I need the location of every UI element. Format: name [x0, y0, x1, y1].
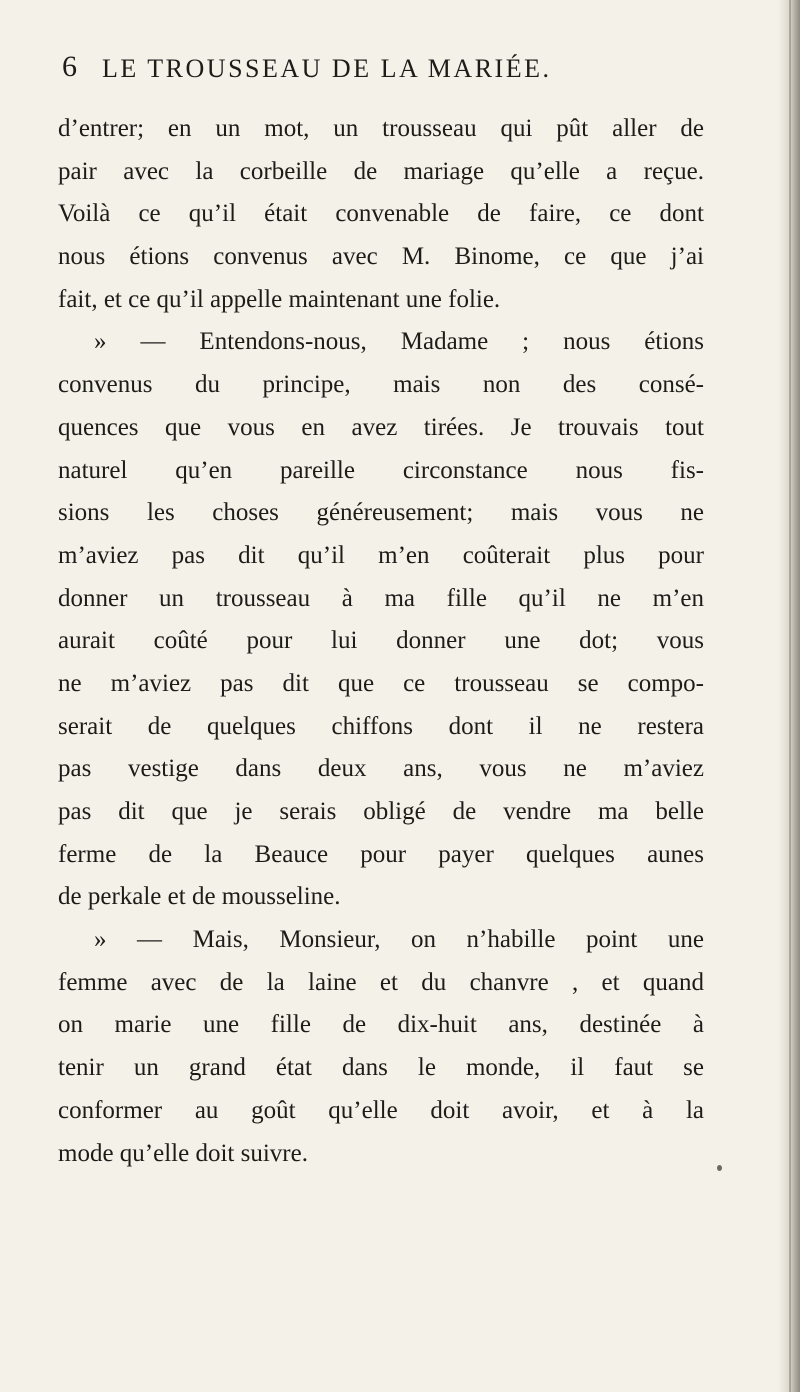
text-line: convenus du principe, mais non des consé-: [58, 371, 704, 399]
text-line: on marie une fille de dix-huit ans, destinée à: [58, 1011, 704, 1039]
page-number: 6: [62, 50, 77, 83]
page-edge-line: [789, 0, 791, 1392]
text-line: » — Mais, Monsieur, on n’habille point une: [94, 926, 704, 954]
text-line: d’entrer; en un mot, un trousseau qui pût aller de: [58, 115, 704, 142]
text-line: de perkale et de mousseline.: [58, 883, 341, 911]
ink-mark: [717, 1165, 722, 1171]
text-line: aurait coûté pour lui donner une dot; vous: [58, 627, 704, 655]
text-line: sions les choses généreusement; mais vous ne: [58, 499, 704, 527]
text-line: pair avec la corbeille de mariage qu’elle a reçue.: [58, 157, 704, 185]
text-line: naturel qu’en pareille circonstance nous fis-: [58, 456, 704, 484]
running-title: LE TROUSSEAU DE LA MARIÉE.: [102, 54, 552, 83]
text-line: nous étions convenus avec M. Binome, ce que j’ai: [58, 243, 704, 271]
text-line: ne m’aviez pas dit que ce trousseau se compo-: [58, 669, 704, 697]
text-line: tenir un grand état dans le monde, il faut se: [58, 1054, 704, 1082]
page-header: [62, 46, 702, 96]
text-line: Voilà ce qu’il était convenable de faire, ce dont: [58, 200, 704, 228]
text-line: serait de quelques chiffons dont il ne restera: [58, 712, 704, 740]
body-text: [58, 108, 704, 1175]
text-line: mode qu’elle doit suivre.: [58, 1139, 308, 1167]
text-line: femme avec de la laine et du chanvre , et quand: [58, 968, 704, 996]
text-line: quences que vous en avez tirées. Je trouvais tout: [58, 413, 704, 441]
text-line: pas vestige dans deux ans, vous ne m’aviez: [58, 755, 704, 783]
text-line: » — Entendons-nous, Madame ; nous étions: [94, 328, 704, 356]
text-line: fait, et ce qu’il appelle maintenant une folie.: [58, 285, 501, 313]
text-line: donner un trousseau à ma fille qu’il ne m’en: [58, 584, 704, 612]
text-line: m’aviez pas dit qu’il m’en coûterait plus pour: [58, 541, 704, 569]
text-line: conformer au goût qu’elle doit avoir, et à la: [58, 1096, 704, 1124]
text-line: pas dit que je serais obligé de vendre ma belle: [58, 798, 704, 825]
text-line: ferme de la Beauce pour payer quelques aunes: [58, 840, 704, 868]
